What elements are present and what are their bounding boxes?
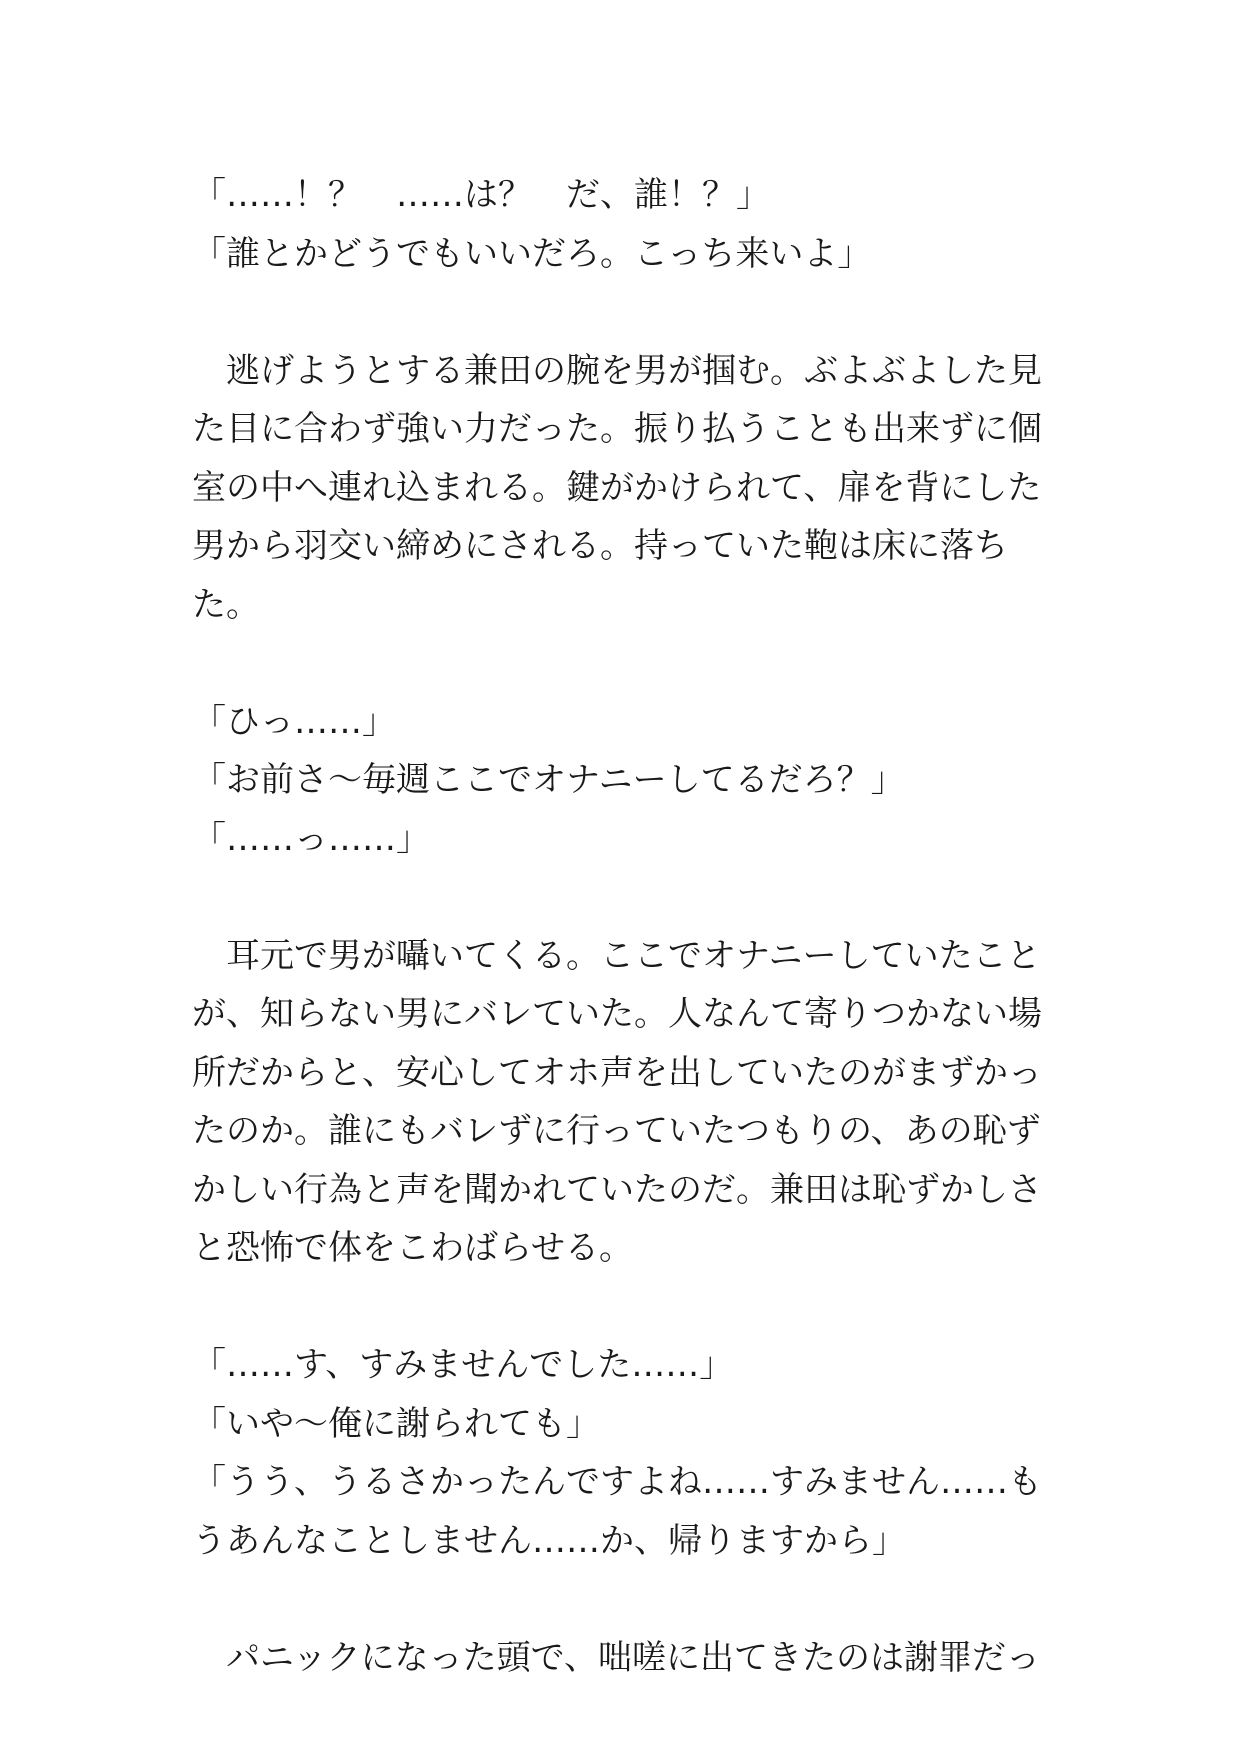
blank-line [192,283,1072,342]
dialogue-line: 「誰とかどうでもいいだろ。こっち来いよ」 [192,233,872,274]
narration-line: 室の中へ連れ込まれる。鍵がかけられて、扉を背にした [192,467,1042,508]
narration-line: 所だからと、安心してオホ声を出していたのがまずかっ [192,1052,1042,1093]
narration-line: パニックになった頭で、咄嗟に出てきたのは謝罪だっ [192,1637,1040,1678]
blank-line [192,1570,1072,1629]
narration-line: 男から羽交い締めにされる。持っていた鞄は床に落ち [192,526,1008,566]
body-text [192,166,1072,1687]
dialogue-line: 「……！？ ……は？ だ、誰！？」 [192,175,770,215]
narration-line: が、知らない男にバレていた。人なんて寄りつかない場 [192,994,1042,1034]
narration-line: たのか。誰にもバレずに行っていたつもりの、あの恥ず [192,1111,1041,1151]
dialogue-line: 「いや～俺に謝られても」 [192,1403,600,1444]
dialogue-line: 「うう、うるさかったんですよね……すみません……も [192,1462,1042,1502]
dialogue-line: 「お前さ～毎週ここでオナニーしてるだろ？」 [192,760,905,800]
narration-line: た目に合わず強い力だった。振り払うことも出来ずに個 [192,409,1042,449]
dialogue-line: 「……す、すみませんでした……」 [192,1345,734,1385]
blank-line [192,1278,1072,1337]
narration-line: と恐怖で体をこわばらせる。 [192,1228,633,1268]
narration-line: 耳元で男が囁いてくる。ここでオナニーしていたこと [192,935,1041,976]
narration-line: かしい行為と声を聞かれていたのだ。兼田は恥ずかしさ [192,1169,1042,1210]
narration-line: 逃げようとする兼田の腕を男が掴む。ぶよぶよした見 [192,350,1042,391]
dialogue-line: 「ひっ……」 [192,701,396,742]
blank-line [192,868,1072,927]
dialogue-line: 「……っ……」 [192,818,430,859]
dialogue-line: うあんなことしません……か、帰りますから」 [192,1520,906,1561]
blank-line [192,634,1072,693]
narration-line: た。 [192,584,260,625]
